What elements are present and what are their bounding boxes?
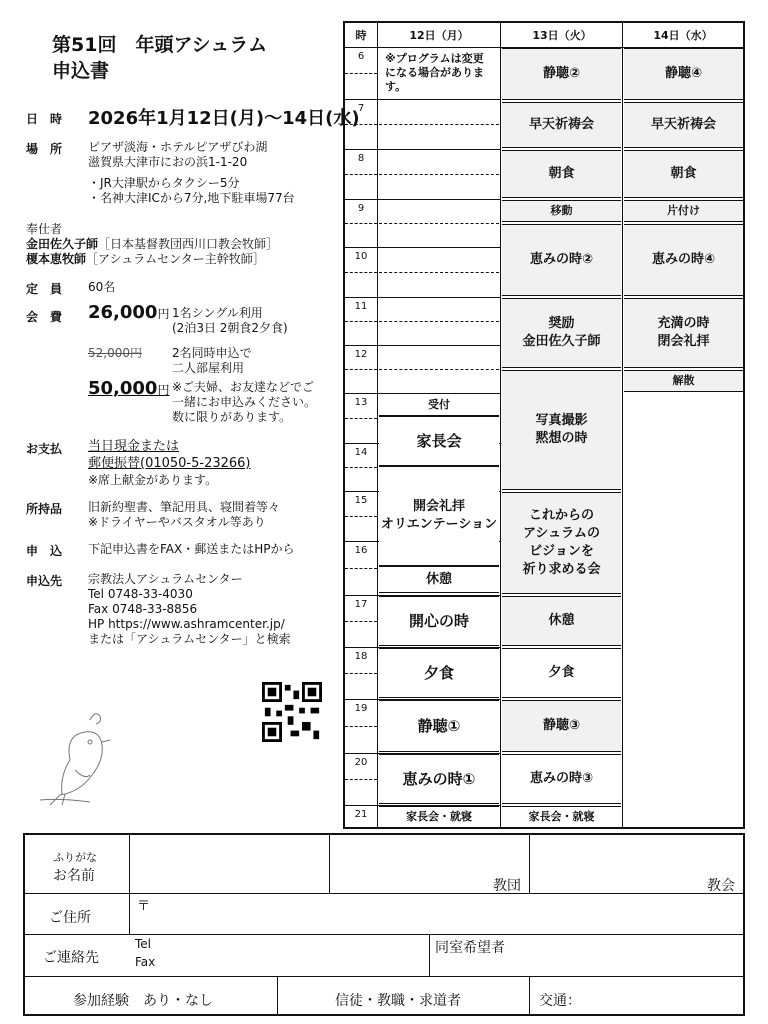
hour-line xyxy=(345,199,500,200)
hour-label: 12 xyxy=(354,349,368,360)
half-hour-line xyxy=(345,418,377,419)
fee-label: 会 費 xyxy=(26,310,63,324)
half-hour-line xyxy=(345,467,377,468)
d2-rest: 休憩 xyxy=(502,596,621,646)
status-field[interactable]: 信徒・教職・求道者 xyxy=(335,993,461,1009)
d2-seicho2: 静聴② xyxy=(502,48,621,100)
hour-label: 13 xyxy=(354,397,368,408)
staff-1-name: 金田佐久子師 xyxy=(26,237,99,251)
pay-block: 当日現金または 郵便振替(01050-5-23266) ※席上献金があります。 xyxy=(88,439,251,487)
qr-code-icon xyxy=(262,682,322,742)
fee-3-amount: 50,000円 xyxy=(88,378,170,399)
col-day3-header: 14日（水） xyxy=(623,23,743,48)
d2-photo: 写真撮影 黙想の時 xyxy=(502,370,621,490)
page-title xyxy=(52,32,267,84)
address-input[interactable] xyxy=(155,895,735,931)
staff-1-role: ［日本基督教団西川口教会牧師］ xyxy=(98,237,279,251)
title-line-1: 第51回 年頭アシュラム xyxy=(52,34,268,56)
col-hour-header: 時 xyxy=(345,23,377,48)
half-hour-line xyxy=(379,369,499,370)
bring-block: 旧新約聖書、筆記用具、寝間着等々 ※ドライヤーやバスタオル等あり xyxy=(88,500,281,529)
half-hour-line xyxy=(345,223,377,224)
d1-dinner: 夕食 xyxy=(379,648,499,698)
col-day1-header: 12日（月） xyxy=(377,23,501,48)
staff-block xyxy=(26,222,278,267)
hour-label: 6 xyxy=(357,51,365,62)
access-1: ・JR大津駅からタクシー5分 xyxy=(88,176,240,190)
fee-2-desc: 2名同時申込で 二人部屋利用 xyxy=(172,346,252,375)
d2-megumi3: 恵みの時③ xyxy=(502,754,621,804)
half-hour-line xyxy=(345,73,377,74)
d1-opening: 開会礼拝 オリエンテーション xyxy=(379,466,499,566)
title-line-2: 申込書 xyxy=(52,60,110,82)
d2-prayer: 早天祈祷会 xyxy=(502,102,621,148)
staff-label: 奉仕者 xyxy=(26,222,63,236)
d3-dismiss: 解散 xyxy=(624,370,743,392)
d3-breakfast: 朝食 xyxy=(624,150,743,198)
experience-field[interactable]: 参加経験 あり・なし xyxy=(73,993,213,1009)
apply-label: 申 込 xyxy=(26,544,63,558)
d3-cleanup: 片付け xyxy=(624,200,743,222)
hour-label: 16 xyxy=(354,545,368,556)
d1-megumi1: 恵みの時① xyxy=(379,754,499,804)
half-hour-line xyxy=(345,321,377,322)
hour-label: 19 xyxy=(354,703,368,714)
roommate-label: 同室希望者 xyxy=(435,940,505,956)
half-hour-line xyxy=(345,174,377,175)
church-sect-input[interactable] xyxy=(331,837,527,891)
name-input-1[interactable] xyxy=(131,837,327,891)
hour-line xyxy=(345,99,500,100)
hour-line xyxy=(345,297,500,298)
fax-label: Fax xyxy=(135,955,156,969)
tel-label: Tel xyxy=(135,937,152,951)
apply-value: 下記申込書をFAX・郵送またはHPから xyxy=(88,542,295,556)
half-hour-line xyxy=(345,272,377,273)
hour-label: 14 xyxy=(354,447,368,458)
d2-breakfast: 朝食 xyxy=(502,150,621,198)
place-line-2: 滋賀県大津市におの浜1-1-20 xyxy=(88,155,248,169)
address-label: ご住所 xyxy=(49,910,91,926)
church-input[interactable] xyxy=(531,837,701,891)
d3-prayer: 早天祈祷会 xyxy=(624,102,743,148)
fee-3-desc: ※ご夫婦、お友達などでご 一緒にお申込みください。 数に限りがあります。 xyxy=(172,380,317,424)
place-block xyxy=(88,140,295,206)
to-label: 申込先 xyxy=(26,574,63,588)
half-hour-line xyxy=(345,124,377,125)
hour-label: 15 xyxy=(354,495,368,506)
fee-1-amount: 26,000円 xyxy=(88,302,170,323)
hour-line xyxy=(345,149,500,150)
half-hour-line xyxy=(345,516,377,517)
d2-exhort: 奨励 金田佐久子師 xyxy=(502,298,621,368)
bring-label: 所持品 xyxy=(26,502,63,516)
half-hour-line xyxy=(379,321,499,322)
half-hour-line xyxy=(345,726,377,727)
col-day2-header: 13日（火） xyxy=(501,23,623,48)
d1-rest: 休憩 xyxy=(379,566,499,593)
postal-mark: 〒 xyxy=(137,899,151,914)
date-value: 2026年1月12日(月)～14日(水) xyxy=(88,108,360,129)
hour-label: 7 xyxy=(357,103,365,114)
hour-label: 21 xyxy=(354,809,368,820)
capacity-label: 定 員 xyxy=(26,282,63,296)
staff-2-name: 榎本恵牧師 xyxy=(26,252,87,266)
half-hour-line xyxy=(345,621,377,622)
church-label: 教会 xyxy=(707,878,735,894)
half-hour-line xyxy=(379,174,499,175)
d2-night: 家長会・就寝 xyxy=(502,806,621,827)
d1-night: 家長会・就寝 xyxy=(379,806,499,827)
date-label: 日 時 xyxy=(26,112,63,126)
d1-reception: 受付 xyxy=(379,394,499,416)
d2-future: これからの アシュラムの ビジョンを 祈り求める会 xyxy=(502,492,621,594)
half-hour-line xyxy=(379,124,499,125)
transport-field[interactable]: 交通： xyxy=(539,993,581,1009)
half-hour-line xyxy=(345,779,377,780)
hour-line xyxy=(345,345,500,346)
place-line-1: ピアザ淡海・ホテルピアザびわ湖 xyxy=(88,140,268,154)
d1-kaishin: 開心の時 xyxy=(379,596,499,646)
bird-illustration-icon xyxy=(30,700,130,810)
pay-label: お支払 xyxy=(26,442,63,456)
fee-1-desc: 1名シングル利用 (2泊3日 2朝食2夕食) xyxy=(172,306,288,335)
d1-seicho1: 静聴① xyxy=(379,700,499,752)
hour-label: 11 xyxy=(354,301,368,312)
hour-line xyxy=(345,247,500,248)
application-form xyxy=(23,833,745,1016)
d2-megumi2: 恵みの時② xyxy=(502,224,621,296)
d3-megumi4: 恵みの時④ xyxy=(624,224,743,296)
hour-label: 8 xyxy=(357,153,365,164)
d1-family: 家長会 xyxy=(379,416,499,466)
d3-closing: 充満の時 閉会礼拝 xyxy=(624,298,743,368)
d2-dinner: 夕食 xyxy=(502,648,621,698)
access-2: ・名神大津ICから7分,地下駐車場77台 xyxy=(88,191,295,205)
d2-move: 移動 xyxy=(502,200,621,222)
half-hour-line xyxy=(345,673,377,674)
half-hour-line xyxy=(379,272,499,273)
hour-label: 20 xyxy=(354,757,368,768)
note-text: ※プログラムは変更になる場合があります。 xyxy=(379,48,499,98)
fee-2-amount-old: 52,000円 xyxy=(88,346,142,360)
half-hour-line xyxy=(379,223,499,224)
name-label: お名前 xyxy=(53,868,95,884)
hour-label: 9 xyxy=(357,203,365,214)
church-sect-label: 教団 xyxy=(493,878,521,894)
contact-label: ご連絡先 xyxy=(43,950,99,966)
hour-label: 18 xyxy=(354,651,368,662)
to-block: 宗教法人アシュラムセンター Tel 0748-33-4030 Fax 0748-33-8856 HP https://www.ashramcenter.jp/ または「アシュラムセンター」と検索 xyxy=(88,572,291,646)
capacity-value: 60名 xyxy=(88,280,116,294)
place-label: 場 所 xyxy=(26,142,63,156)
contact-input[interactable] xyxy=(165,937,425,973)
hour-label: 17 xyxy=(354,599,368,610)
d3-seicho4: 静聴④ xyxy=(624,48,743,100)
staff-2-role: ［アシュラムセンター主幹牧師］ xyxy=(86,252,265,266)
half-hour-line xyxy=(345,568,377,569)
schedule-table xyxy=(343,21,745,829)
half-hour-line xyxy=(345,369,377,370)
furigana-label: ふりがな xyxy=(53,851,97,864)
hour-label: 10 xyxy=(354,251,368,262)
d2-seicho3: 静聴③ xyxy=(502,700,621,752)
